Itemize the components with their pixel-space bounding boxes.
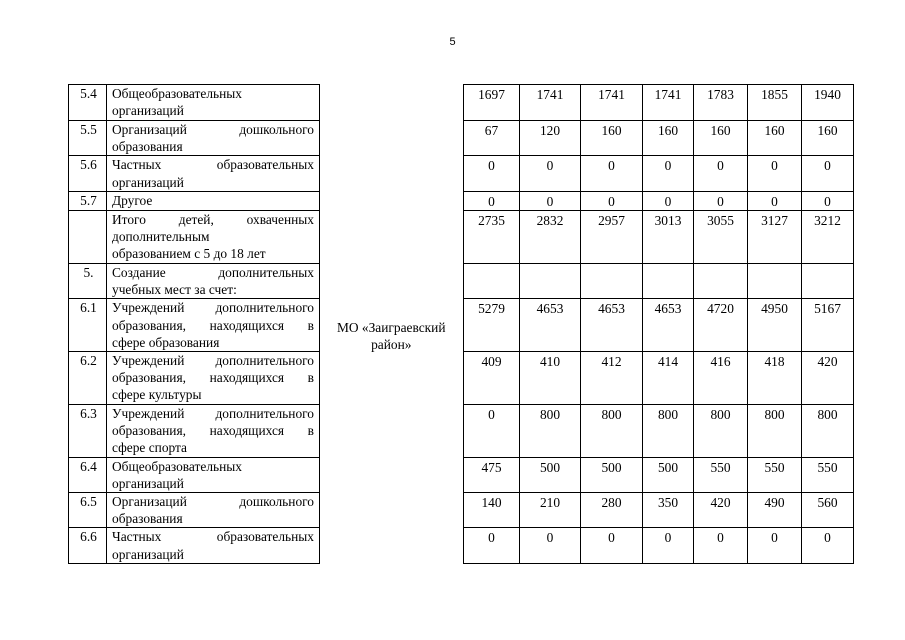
value-cell: 1741 [643, 85, 694, 121]
value-cell: 350 [643, 493, 694, 528]
value-cell: 1855 [748, 85, 802, 121]
value-cell: 0 [748, 156, 802, 191]
value-cell: 414 [643, 352, 694, 405]
value-cell [694, 264, 748, 299]
row-label: Частных образовательных организаций [107, 528, 320, 563]
row-number: 6.3 [69, 404, 107, 457]
value-cell: 2735 [464, 211, 520, 264]
value-cell: 3212 [802, 211, 854, 264]
row-number [69, 211, 107, 264]
row-number: 6.2 [69, 352, 107, 405]
value-cell: 2957 [581, 211, 643, 264]
row-number: 5.6 [69, 156, 107, 191]
value-cell: 0 [464, 528, 520, 563]
value-cell: 120 [520, 121, 581, 156]
value-cell: 0 [643, 156, 694, 191]
value-cell: 409 [464, 352, 520, 405]
value-cell: 5279 [464, 299, 520, 352]
value-cell: 800 [694, 404, 748, 457]
value-cell: 0 [643, 528, 694, 563]
value-cell: 0 [464, 404, 520, 457]
value-cell: 0 [581, 528, 643, 563]
value-cell: 800 [581, 404, 643, 457]
value-cell: 500 [643, 457, 694, 492]
value-cell: 420 [694, 493, 748, 528]
value-cell: 0 [520, 191, 581, 210]
value-cell: 418 [748, 352, 802, 405]
row-number: 6.5 [69, 493, 107, 528]
row-number: 6.1 [69, 299, 107, 352]
row-label: Учреждений дополнительного образования, находящихся в сфере спорта [107, 404, 320, 457]
table-row [69, 85, 854, 121]
value-cell: 1697 [464, 85, 520, 121]
row-label: Частных образовательных организаций [107, 156, 320, 191]
row-number: 5.7 [69, 191, 107, 210]
value-cell: 550 [694, 457, 748, 492]
row-label: Общеобразовательных организаций [107, 457, 320, 492]
row-label: Итого детей, охваченных дополнительным образованием с 5 до 18 лет [107, 211, 320, 264]
value-cell: 550 [748, 457, 802, 492]
value-cell: 4653 [643, 299, 694, 352]
value-cell: 560 [802, 493, 854, 528]
row-number: 5. [69, 264, 107, 299]
value-cell: 0 [748, 191, 802, 210]
value-cell: 420 [802, 352, 854, 405]
page-number: 5 [449, 36, 456, 48]
value-cell: 4950 [748, 299, 802, 352]
row-label: Организаций дошкольного образования [107, 493, 320, 528]
row-label: Создание дополнительных учебных мест за счет: [107, 264, 320, 299]
value-cell: 1783 [694, 85, 748, 121]
value-cell: 500 [520, 457, 581, 492]
value-cell: 490 [748, 493, 802, 528]
value-cell: 800 [520, 404, 581, 457]
value-cell: 0 [464, 191, 520, 210]
value-cell: 0 [694, 191, 748, 210]
value-cell: 0 [581, 156, 643, 191]
value-cell: 3013 [643, 211, 694, 264]
value-cell: 67 [464, 121, 520, 156]
row-number: 5.4 [69, 85, 107, 121]
value-cell: 160 [643, 121, 694, 156]
value-cell: 412 [581, 352, 643, 405]
row-number: 5.5 [69, 121, 107, 156]
value-cell: 0 [520, 156, 581, 191]
value-cell: 800 [643, 404, 694, 457]
value-cell [643, 264, 694, 299]
value-cell: 0 [802, 191, 854, 210]
value-cell: 0 [464, 156, 520, 191]
row-label: Другое [107, 191, 320, 210]
row-label: Общеобразовательных организаций [107, 85, 320, 121]
value-cell: 0 [520, 528, 581, 563]
value-cell [581, 264, 643, 299]
value-cell: 4720 [694, 299, 748, 352]
value-cell: 410 [520, 352, 581, 405]
value-cell: 3127 [748, 211, 802, 264]
value-cell [748, 264, 802, 299]
value-cell: 2832 [520, 211, 581, 264]
row-label: Учреждений дополнительного образования, находящихся в сфере образования [107, 299, 320, 352]
value-cell: 210 [520, 493, 581, 528]
value-cell: 0 [802, 528, 854, 563]
value-cell: 0 [694, 528, 748, 563]
value-cell: 4653 [520, 299, 581, 352]
value-cell: 0 [643, 191, 694, 210]
value-cell: 800 [748, 404, 802, 457]
row-number: 6.6 [69, 528, 107, 563]
value-cell: 800 [802, 404, 854, 457]
value-cell: 160 [694, 121, 748, 156]
value-cell: 4653 [581, 299, 643, 352]
value-cell: 1741 [520, 85, 581, 121]
row-label: Организаций дошкольного образования [107, 121, 320, 156]
value-cell: 500 [581, 457, 643, 492]
value-cell: 1741 [581, 85, 643, 121]
value-cell [802, 264, 854, 299]
value-cell: 1940 [802, 85, 854, 121]
value-cell: 0 [694, 156, 748, 191]
value-cell: 160 [802, 121, 854, 156]
value-cell [464, 264, 520, 299]
value-cell: 416 [694, 352, 748, 405]
value-cell: 3055 [694, 211, 748, 264]
value-cell: 5167 [802, 299, 854, 352]
value-cell: 475 [464, 457, 520, 492]
value-cell [520, 264, 581, 299]
value-cell: 0 [748, 528, 802, 563]
value-cell: 160 [581, 121, 643, 156]
value-cell: 160 [748, 121, 802, 156]
value-cell: 550 [802, 457, 854, 492]
value-cell: 280 [581, 493, 643, 528]
municipality-label: МО «Заиграевский район» [320, 85, 463, 564]
data-table [68, 84, 854, 564]
row-number: 6.4 [69, 457, 107, 492]
value-cell: 0 [581, 191, 643, 210]
row-label: Учреждений дополнительного образования, находящихся в сфере культуры [107, 352, 320, 405]
value-cell: 0 [802, 156, 854, 191]
value-cell: 140 [464, 493, 520, 528]
